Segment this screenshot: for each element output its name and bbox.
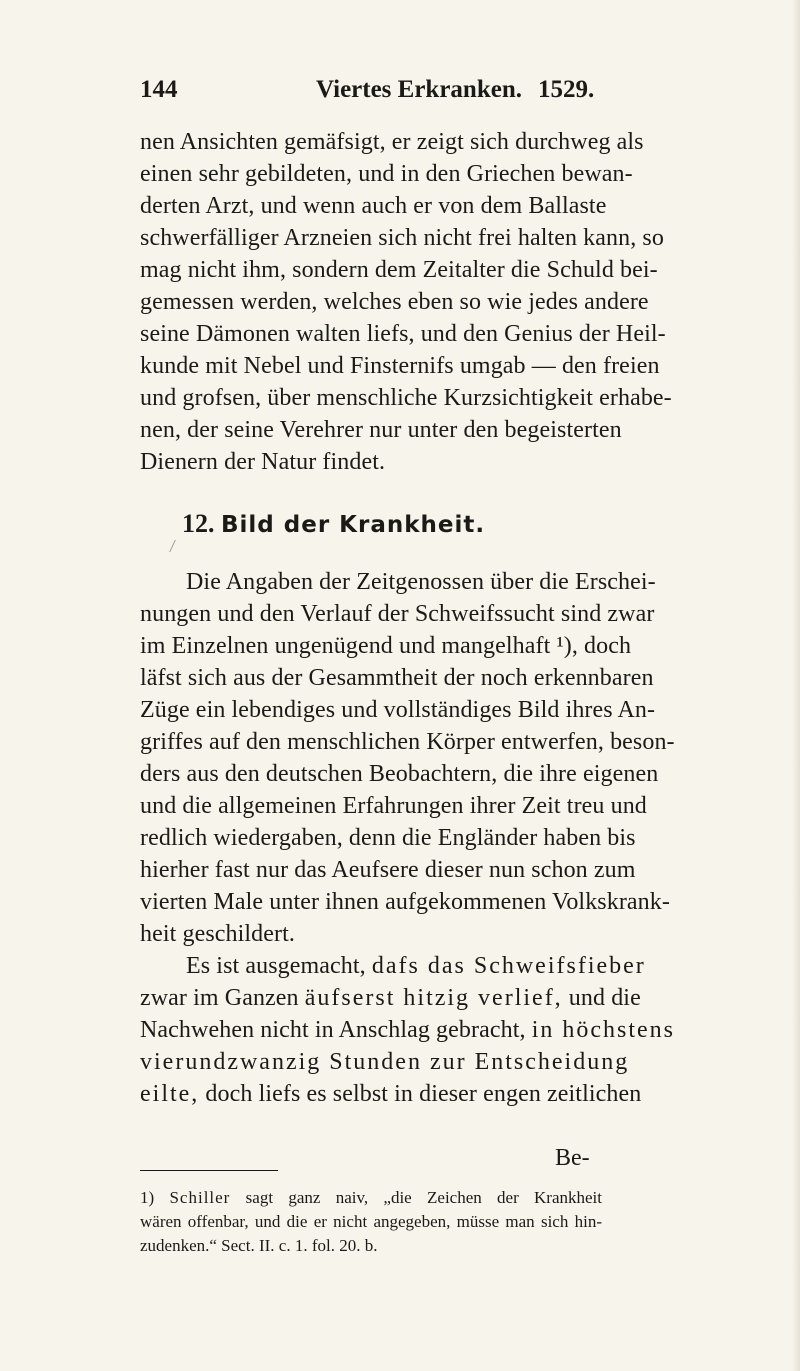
text-line [140, 982, 641, 1014]
footnote-line: wären offenbar, und die er nicht angegeben, müsse man sich hin- [140, 1212, 602, 1231]
text-run: Es ist ausgemacht, [186, 953, 366, 979]
text-run: Nachwehen nicht in Anschlag gebracht, [140, 1017, 526, 1043]
section-heading [182, 508, 562, 540]
text-run: und die [568, 985, 641, 1011]
page-number: 144 [140, 76, 178, 103]
text-line: Dienern der Natur findet. [140, 449, 386, 475]
text-line: Die Angaben der Zeitgenossen über die Erschei- [186, 569, 656, 595]
running-header [140, 76, 602, 108]
section-number: 12. [182, 509, 215, 538]
header-year: 1529. [538, 76, 595, 103]
text-line: vierten Male unter ihnen aufgekommenen Volkskrank- [140, 889, 670, 915]
text-line [140, 1014, 676, 1046]
text-line: Züge ein lebendiges und vollständiges Bild ihres An- [140, 697, 656, 723]
emphasis-spaced: eilte, [140, 1081, 200, 1107]
text-run: zwar im Ganzen [140, 985, 299, 1011]
text-line: nen, der seine Verehrer nur unter den begeisterten [140, 417, 622, 443]
text-line: heit geschildert. [140, 921, 295, 947]
footnote-rule [140, 1170, 278, 1171]
text-line: derten Arzt, und wenn auch er von dem Ballaste [140, 193, 607, 219]
footnote-author: Schiller [169, 1188, 231, 1207]
text-line: kunde mit Nebel und Finsternifs umgab — den freien [140, 353, 660, 379]
footnote-line: zudenken.“ Sect. II. c. 1. fol. 20. b. [140, 1236, 378, 1255]
text-line: läfst sich aus der Gesammtheit der noch erkennbaren [140, 665, 654, 691]
running-title: Viertes Erkranken. [316, 76, 522, 103]
text-line: nen Ansichten gemäfsigt, er zeigt sich durchweg als [140, 129, 644, 155]
text-line: nungen und den Verlauf der Schweifssucht sind zwar [140, 601, 655, 627]
text-line: einen sehr gebildeten, und in den Griechen bewan- [140, 161, 633, 187]
text-line: und die allgemeinen Erfahrungen ihrer Zeit treu und [140, 793, 647, 819]
text-line: hierher fast nur das Aeufsere dieser nun schon zum [140, 857, 636, 883]
footnote-line [140, 1186, 602, 1210]
text-line: seine Dämonen walten liefs, und den Genius der Heil- [140, 321, 666, 347]
text-line: redlich wiedergaben, denn die Engländer haben bis [140, 825, 636, 851]
page-edge-shadow [792, 0, 800, 1371]
pencil-mark [169, 540, 182, 552]
text-line: und grofsen, über menschliche Kurzsichtigkeit erhabe- [140, 385, 672, 411]
emphasis-spaced: äufserst hitzig verlief, [304, 985, 563, 1011]
emphasis-spaced: in höchstens [531, 1017, 676, 1043]
text-line: ders aus den deutschen Beobachtern, die ihre eigenen [140, 761, 659, 787]
text-line: im Einzelnen ungenügend und mangelhaft ¹), doch [140, 633, 632, 659]
footnote-marker: 1) [140, 1188, 155, 1207]
emphasis-spaced: dafs das Schweifsfieber [371, 953, 646, 979]
text-line [186, 950, 646, 982]
text-line: schwerfälliger Arzneien sich nicht frei halten kann, so [140, 225, 664, 251]
text-line [140, 1078, 642, 1110]
text-line: griffes auf den menschlichen Körper entwerfen, beson- [140, 729, 675, 755]
catchword: Be- [555, 1145, 590, 1171]
section-title: Bild der Krankheit. [221, 512, 486, 538]
text-run: sagt ganz naiv, „die Zeichen der Krankheit [245, 1188, 603, 1207]
text-line: mag nicht ihm, sondern dem Zeitalter die Schuld bei- [140, 257, 658, 283]
text-line: gemessen werden, welches eben so wie jedes andere [140, 289, 649, 315]
emphasis-spaced: vierundzwanzig Stunden zur Entscheidung [140, 1049, 630, 1075]
text-run: doch liefs es selbst in dieser engen zeitlichen [205, 1081, 642, 1107]
